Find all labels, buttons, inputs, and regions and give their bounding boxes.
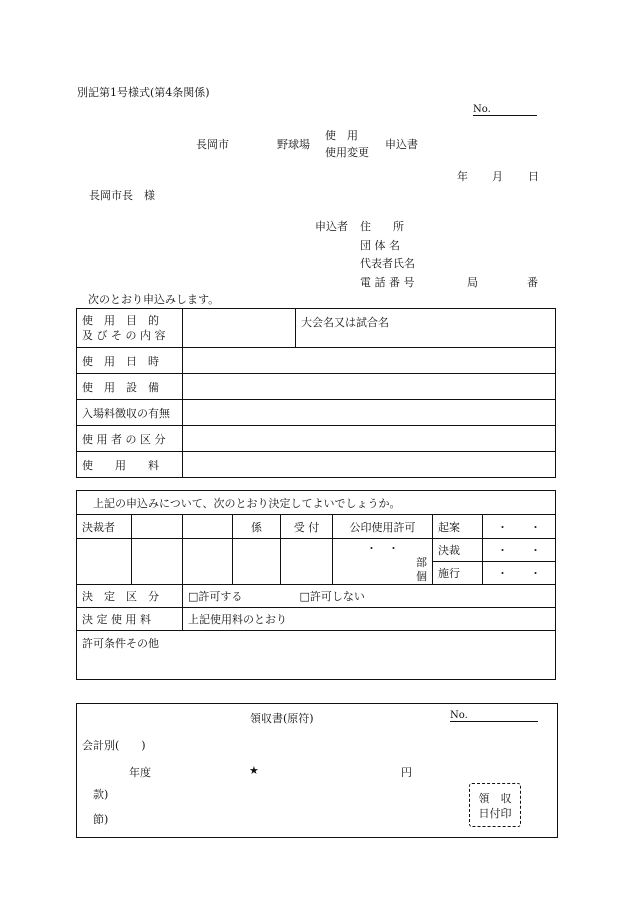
enforce-date[interactable]: ・ ・	[483, 562, 556, 585]
admission-fee-input[interactable]	[183, 400, 556, 426]
receipt-item2: 節)	[93, 813, 109, 826]
fee-input[interactable]	[183, 452, 556, 478]
table-row	[77, 608, 556, 631]
seal-label: 公印使用許可	[333, 515, 433, 539]
receipt-number: No.	[450, 710, 538, 722]
approve-date[interactable]: ・ ・	[483, 539, 556, 562]
clerk-stamp[interactable]	[233, 539, 281, 585]
intro-text: 次のとおり申込みします。	[88, 293, 220, 306]
table-row	[77, 631, 556, 680]
draft-label: 起案	[433, 515, 483, 539]
date-day: 日	[528, 170, 539, 183]
approver-slot[interactable]	[183, 515, 233, 539]
table-row	[77, 400, 556, 426]
event-name-cell[interactable]	[296, 309, 556, 348]
category-label: 決 定 区 分	[77, 585, 183, 608]
applicant-group-label: 団 体 名	[360, 239, 400, 252]
fee-decision-label: 決 定 使 用 料	[77, 608, 183, 631]
date-year: 年	[457, 170, 468, 183]
conditions-label: 許可条件その他	[82, 637, 159, 650]
receipt-fiscal-year: 年度	[129, 766, 151, 779]
stamp-line2: 日付印	[478, 807, 512, 820]
title-city: 長岡市	[196, 138, 229, 151]
applicant-address-label: 住 所	[360, 220, 404, 233]
phone-number: 番	[527, 276, 538, 289]
title-facility: 野球場	[277, 138, 310, 151]
datetime-input[interactable]	[183, 348, 556, 374]
category-options	[183, 585, 556, 608]
seal-dept: 部	[416, 556, 427, 569]
title-use-change: 使用変更	[325, 146, 369, 159]
table-row	[77, 426, 556, 452]
approver-label: 決裁者	[77, 515, 132, 539]
title-suffix: 申込書	[385, 138, 418, 151]
deny-checkbox[interactable]: □許可しない	[299, 590, 365, 603]
table-row	[77, 491, 556, 515]
date-month: 月	[492, 170, 503, 183]
application-table	[76, 308, 556, 478]
table-row	[77, 374, 556, 400]
receipt-item1: 款)	[93, 788, 109, 801]
seal-count: 個	[416, 570, 427, 583]
table-row	[77, 309, 556, 348]
facility-input[interactable]	[183, 374, 556, 400]
fee-decision-value: 上記使用料のとおり	[183, 608, 556, 631]
receipt-yen: 円	[401, 766, 412, 779]
seal-cell[interactable]	[333, 539, 433, 585]
receipt-stamp-box[interactable]	[469, 783, 521, 827]
user-category-input[interactable]	[183, 426, 556, 452]
table-row	[77, 515, 556, 539]
phone-exchange: 局	[467, 276, 478, 289]
decision-table	[76, 490, 556, 680]
form-label: 別記第1号様式(第4条関係)	[77, 86, 210, 99]
conditions-cell[interactable]	[77, 631, 556, 680]
purpose-label	[77, 309, 183, 348]
form-number: No.	[473, 104, 537, 116]
star-icon: ★	[249, 764, 259, 777]
row-label: 使 用 設 備	[77, 374, 183, 400]
purpose-line2: 及 び そ の 内 容	[82, 329, 166, 342]
table-row	[77, 452, 556, 478]
row-label: 使 用 者 の 区 分	[77, 426, 183, 452]
seal-date-dots: ・ ・	[366, 542, 399, 555]
reception-label: 受 付	[281, 515, 333, 539]
reception-stamp[interactable]	[281, 539, 333, 585]
purpose-input[interactable]	[183, 309, 296, 348]
row-label: 使 用 日 時	[77, 348, 183, 374]
receipt-stamp-text	[470, 791, 520, 821]
table-row	[77, 539, 556, 562]
addressee: 長岡市長 様	[89, 189, 155, 202]
purpose-line1: 使 用 目 的	[82, 314, 159, 327]
table-row	[77, 585, 556, 608]
receipt-title: 領収書(原符)	[250, 712, 314, 725]
approver-stamp[interactable]	[77, 539, 132, 585]
title-use: 使 用	[325, 129, 358, 142]
approve-label: 決裁	[433, 539, 483, 562]
decision-header: 上記の申込みについて、次のとおり決定してよいでしょうか。	[77, 491, 556, 515]
applicant-phone-label: 電 話 番 号	[360, 276, 415, 289]
receipt-account: 会計別( )	[82, 739, 146, 752]
clerk-label: 係	[233, 515, 281, 539]
row-label: 使 用 料	[77, 452, 183, 478]
enforce-label: 施行	[433, 562, 483, 585]
event-name-label: 大会名又は試合名	[301, 316, 389, 329]
approver-slot[interactable]	[132, 515, 183, 539]
table-row	[77, 348, 556, 374]
draft-date[interactable]: ・ ・	[483, 515, 556, 539]
row-label: 入場料徴収の有無	[77, 400, 183, 426]
applicant-rep-label: 代表者氏名	[360, 257, 415, 270]
approver-stamp[interactable]	[183, 539, 233, 585]
stamp-line1: 領 収	[478, 792, 512, 805]
approver-stamp[interactable]	[132, 539, 183, 585]
permit-checkbox[interactable]: □許可する	[188, 590, 243, 603]
applicant-label: 申込者	[315, 220, 348, 233]
